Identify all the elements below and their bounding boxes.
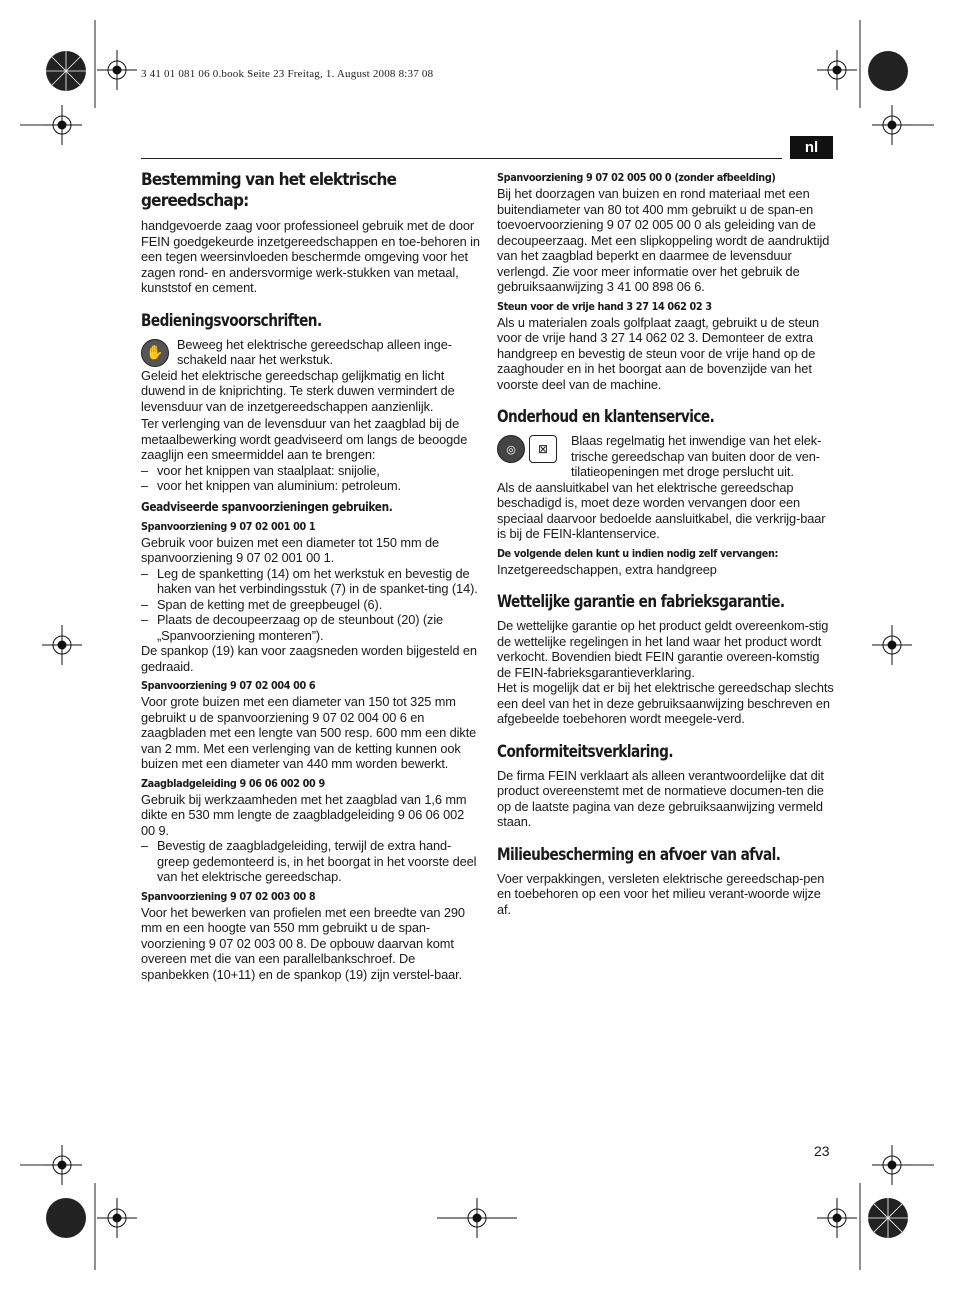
conformity-text: De firma FEIN verklaart als alleen verantwoordelijke dat dit product overeenstemt met de normatieve documen-ten die op de laatste pagina van deze gebruiksaanwijzing vermeld staan. <box>497 767 824 829</box>
page-number: 23 <box>814 1143 830 1159</box>
safety-goggles-icon: ◎ <box>497 435 525 463</box>
clamp-b-text: Voor grote buizen met een diameter van 150 tot 325 mm gebruikt u de spanvoorziening 9 07 02 004 00 6 en zaagbladen met een lengte van 500 resp. 600 mm een dikte van 2 mm. Met een verlenging van de ketting kunnen ook buizen met een diameter van 440 mm worden bewerkt. <box>141 694 477 771</box>
list-item: – Span de ketting met de greepbeugel (6). <box>141 597 481 613</box>
operation-note <box>141 337 481 368</box>
list-item: – voor het knippen van aluminium: petroleum. <box>141 478 481 494</box>
warranty-p1: De wettelijke garantie op het product geldt overeenkom-stig de wettelijke regelingen in het land waar het product wordt verkocht. Bovendien biedt FEIN garantie overeen-komstig de FEIN-fabrieksgarantieverklaring. <box>497 618 829 680</box>
header-rule <box>141 158 782 159</box>
maintenance-p2: Inzetgereedschappen, extra handgreep <box>497 561 717 577</box>
section-title-environment: Milieubescherming en afvoer van afval. <box>497 844 781 864</box>
environment-text: Voer verpakkingen, versleten elektrische gereedschap-pen en toebehoren op een voor het milieu verant-woorde wijze af. <box>497 870 825 917</box>
subsection-title: Spanvoorziening 9 07 02 004 00 6 <box>141 679 316 692</box>
clamp-a-text2: De spankop (19) kan voor zaagsneden worden bijgesteld en gedraaid. <box>141 643 477 674</box>
clamp-d-text: Voor het bewerken van profielen met een breedte van 290 mm en een hoogte van 550 mm gebruikt u de span-voorziening 9 07 02 003 00 8. De opbouw daarvan komt overeen met die van een parallelbankschroef. De spanbekken (10+11) en de spankop (19) zijn verstel-baar. <box>141 904 465 982</box>
guide-text: Gebruik bij werkzaamheden met het zaagblad van 1,6 mm dikte en 530 mm lengte de zaagbladgeleiding 9 06 06 002 00 9. <box>141 791 467 838</box>
maintenance-note-text: Blaas regelmatig het inwendige van het elek-trische gereedschap van buiten door de ven-tilatieopeningen met droge perslucht uit. <box>571 433 822 479</box>
purpose-text: handgevoerde zaag voor professioneel gebruik met de door FEIN goedgekeurde inzetgereedschappen en toe-behoren in een tegen weersinvloeden beschermde omgeving voor het zagen rond- en andersvormige werk-stukken van metaal, kunststof en cement. <box>141 218 480 295</box>
support-text: Als u materialen zoals golfplaat zaagt, gebruikt u de steun voor de vrije hand 3 27 14 062 02 3. Demonteer de extra handgreep en bevestig de steun voor de vrije hand op de zaaghouder en in het boorgat aan de bovenzijde van het voorste deel van de machine. <box>497 314 820 392</box>
list-item: – Bevestig de zaagbladgeleiding, terwijl de extra hand-greep gedemonteerd is, in het boorgat in het voorste deel van het elektrische gereedschap. <box>141 838 481 885</box>
warranty-p2: Het is mogelijk dat er bij het elektrische gereedschap slechts een deel van het in deze gebruiksaanwijzing beschreven en afgebeelde toebehoren wordt meegele-verd. <box>497 680 834 726</box>
compressed-air-icon: ⊠ <box>529 435 557 463</box>
section-title-warranty: Wettelijke garantie en fabrieksgarantie. <box>497 592 785 611</box>
list-item: – Plaats de decoupeerzaag op de steunbout (20) (zie „Spanvoorziening monteren”). <box>141 612 481 643</box>
language-tab: nl <box>790 136 833 159</box>
subsection-title: Geadviseerde spanvoorzieningen gebruiken. <box>141 499 393 514</box>
operation-note-text: Beweeg het elektrische gereedschap alleen inge-schakeld naar het werkstuk. <box>177 336 452 367</box>
operation-p1: Geleid het elektrische gereedschap gelijkmatig en licht duwend in de kniprichting. Te sterk duwen vermindert de levensduur van de inzetgereedschappen aanzienlijk. <box>141 367 455 414</box>
maintenance-note <box>497 433 834 480</box>
section-title-purpose: Bestemming van het elektrische gereedschap: <box>141 170 397 211</box>
section-title-conformity: Conformiteitsverklaring. <box>497 741 673 761</box>
right-column <box>497 170 834 931</box>
subsection-title: Spanvoorziening 9 07 02 003 00 8 <box>141 889 316 903</box>
maintenance-p1: Als de aansluitkabel van het elektrische gereedschap beschadigd is, moet deze worden vervangen door een speciaal daarvoor bedoelde aansluitkabel, die verkrijg-baar is bij de FEIN-klantenservice. <box>497 479 826 541</box>
book-info: 3 41 01 081 06 0.book Seite 23 Freitag, 1. August 2008 8:37 08 <box>141 68 434 80</box>
hand-tool-icon: ✋ <box>141 339 169 367</box>
subsection-title: Spanvoorziening 9 07 02 001 00 1 <box>141 519 316 533</box>
subsection-title: Steun voor de vrije hand 3 27 14 062 02 3 <box>497 299 712 313</box>
clamp-a-text: Gebruik voor buizen met een diameter tot 150 mm de spanvoorziening 9 07 02 001 00 1. <box>141 534 440 565</box>
subsection-title: Spanvoorziening 9 07 02 005 00 0 (zonder afbeelding) <box>497 171 776 184</box>
left-column <box>141 170 481 996</box>
clamp-e-text: Bij het doorzagen van buizen en rond materiaal met een buitendiameter van 80 tot 400 mm gebruikt u de span-en toevoervoorziening 9 07 02 005 00 0 als geleiding van de decoupeerzaag. Met een slipkoppeling wordt de aandruktijd van het zaagblad beperkt en daarmee de levensduur verlengd. Zie voor meer informatie over het gebruik de gebruiksaanwijzing 3 41 00 898 06 6. <box>497 186 830 294</box>
section-title-maintenance: Onderhoud en klantenservice. <box>497 407 715 426</box>
list-item: – Leg de spanketting (14) om het werkstuk en bevestig de haken van het verbindingsstuk (7) in de spanket-ting (14). <box>141 566 481 597</box>
subsection-title: De volgende delen kunt u indien nodig zelf vervangen: <box>497 546 779 560</box>
subsection-title: Zaagbladgeleiding 9 06 06 002 00 9 <box>141 776 325 790</box>
operation-p2: Ter verlenging van de levensduur van het zaagblad bij de metaalbewerking wordt geadviseerd om langs de beoogde zaaglijn een smeermiddel aan te brengen: <box>141 416 468 462</box>
list-item: – voor het knippen van staalplaat: snijolie, <box>141 463 481 479</box>
section-title-operation: Bedieningsvoorschriften. <box>141 310 322 330</box>
